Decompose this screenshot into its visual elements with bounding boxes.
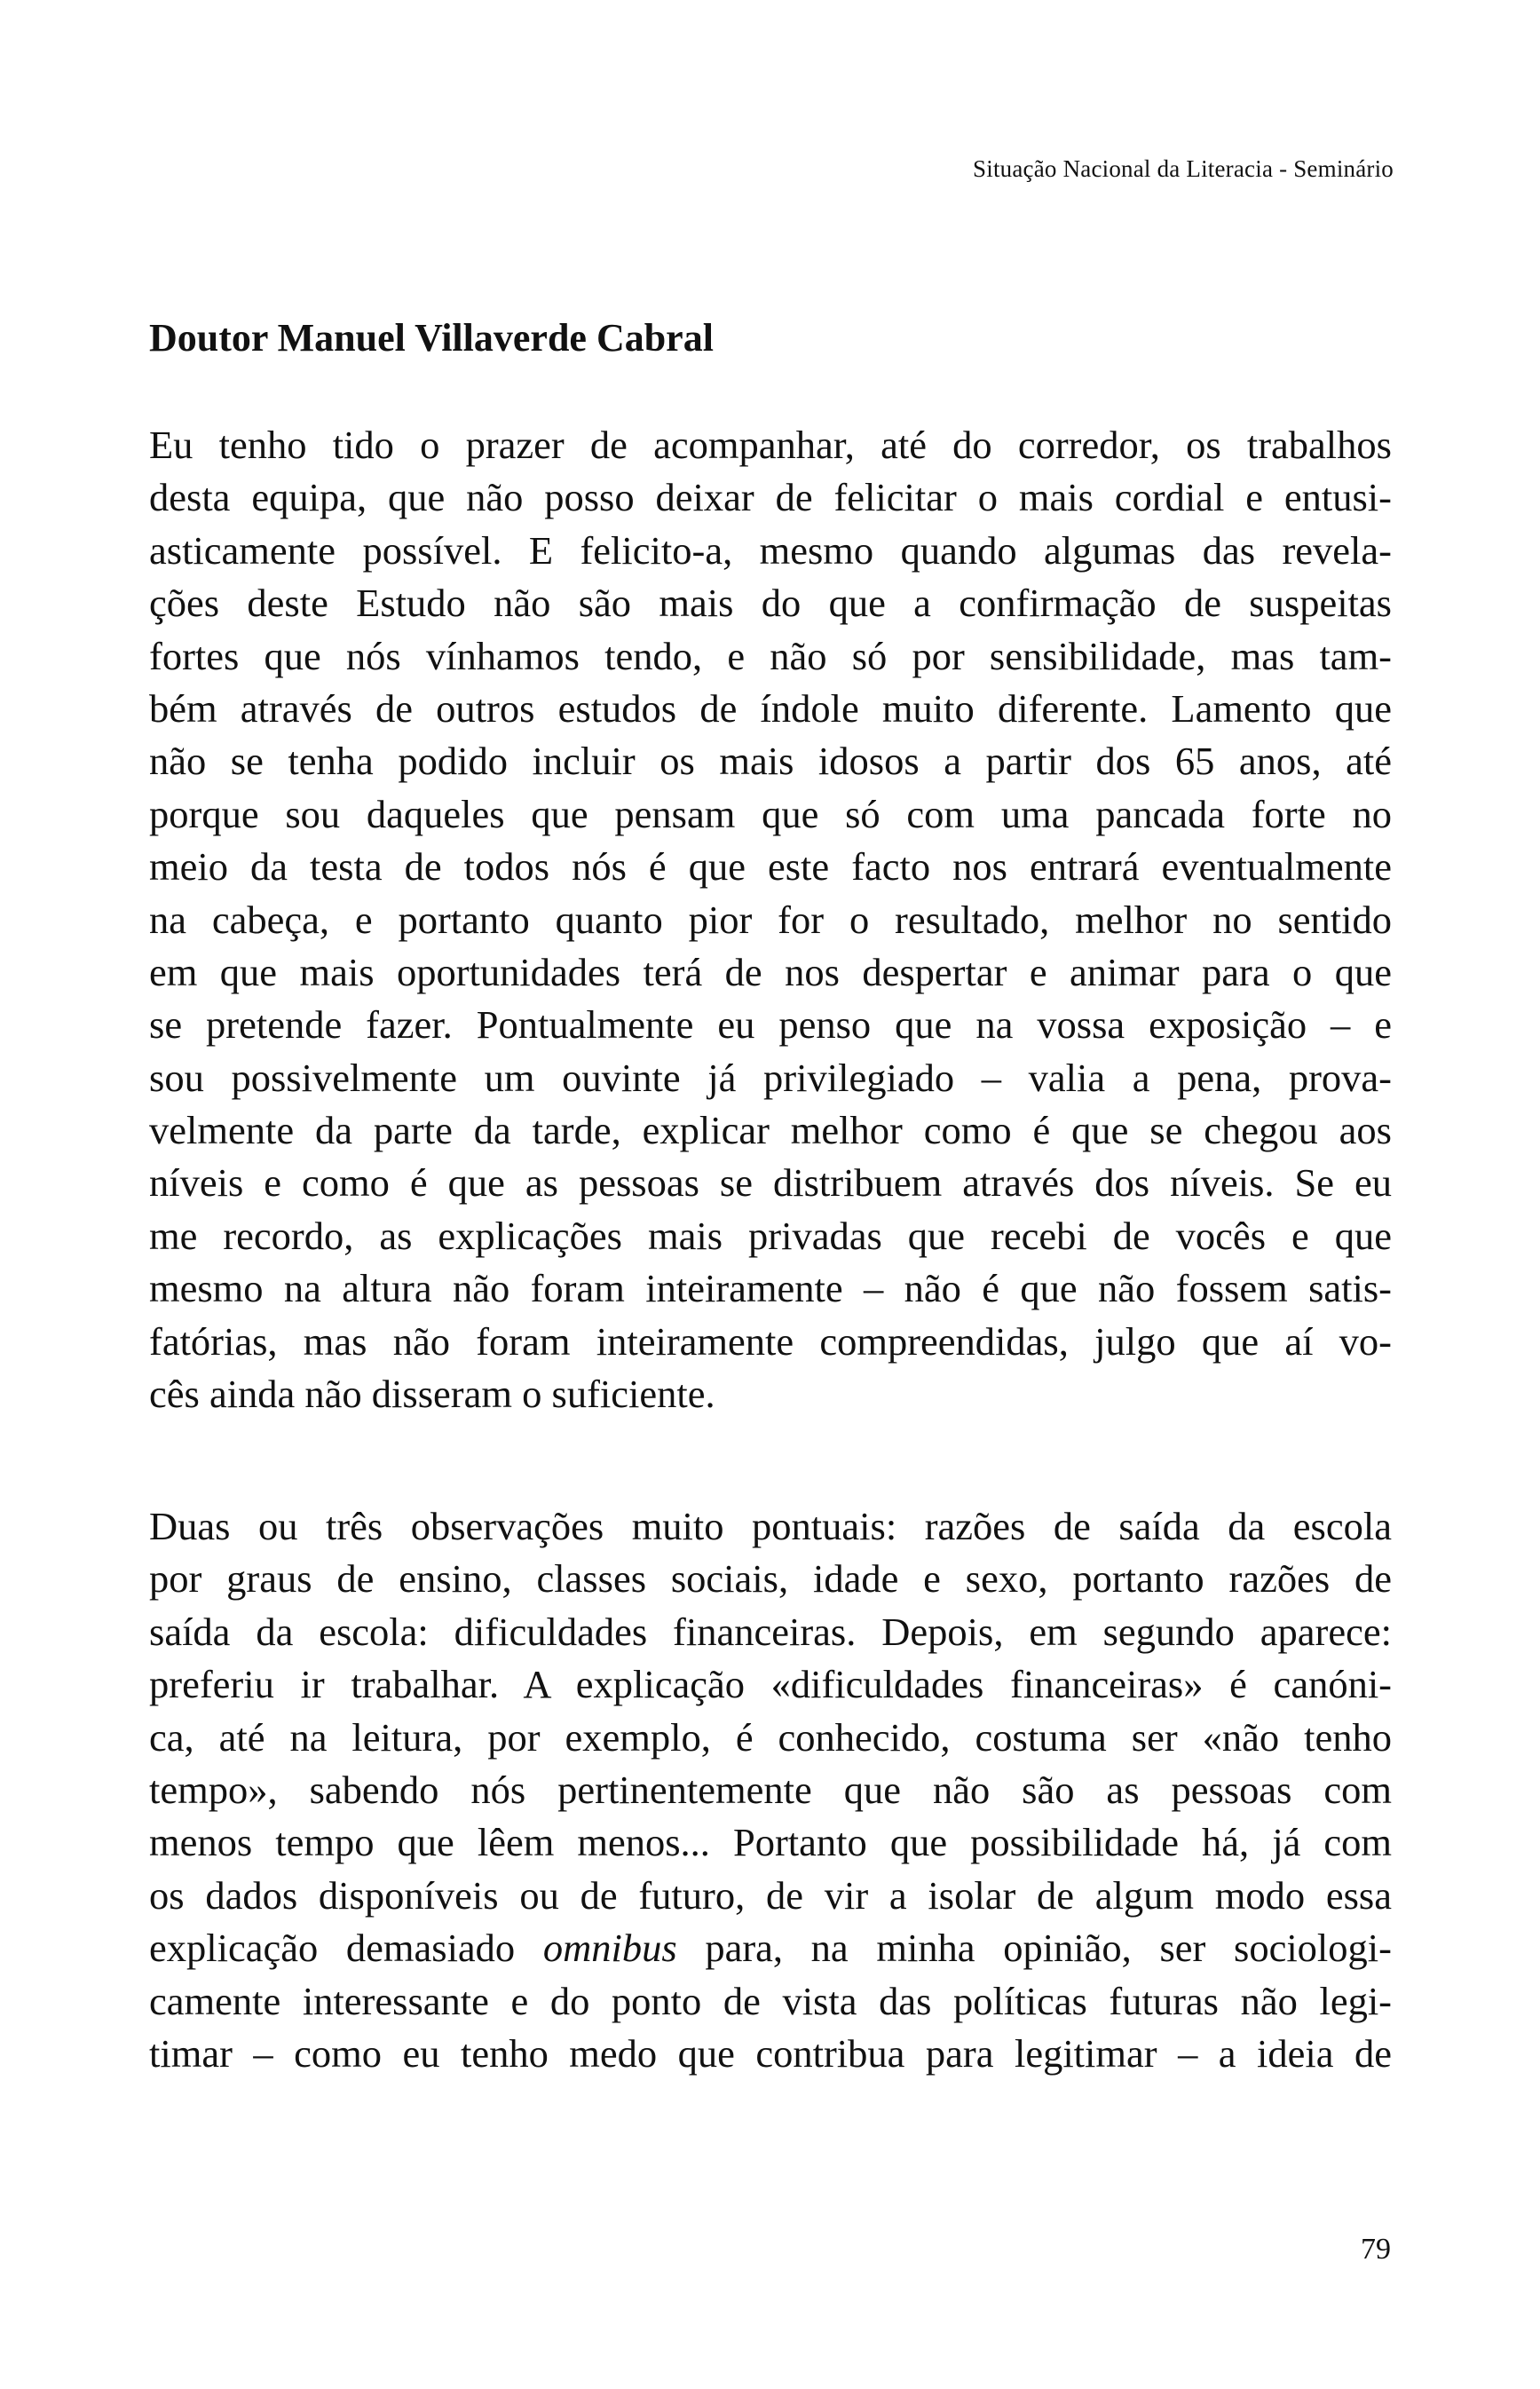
paragraph-line: por graus de ensino, classes sociais, idade e sexo, portanto razões de xyxy=(149,1556,1392,1602)
italic-term: omnibus xyxy=(542,1926,677,1971)
paragraph-line: asticamente possível. E felicito-a, mesmo quando algumas das revela- xyxy=(149,527,1392,573)
paragraph-line: ca, até na leitura, por exemplo, é conhecido, costuma ser «não tenho xyxy=(149,1714,1392,1760)
paragraph-line: Eu tenho tido o prazer de acompanhar, até do corredor, os trabalhos xyxy=(149,423,1392,467)
speaker-title: Doutor Manuel Villaverde Cabral xyxy=(149,316,714,360)
paragraph-line: fortes que nós vínhamos tendo, e não só por sensibilidade, mas tam- xyxy=(149,633,1392,678)
paragraph-line: meio da testa de todos nós é que este facto nos entrará eventualmente xyxy=(149,844,1392,890)
paragraph-line: não se tenha podido incluir os mais idosos a partir dos 65 anos, até xyxy=(149,739,1392,784)
paragraph-line: na cabeça, e portanto quanto pior for o resultado, melhor no sentido xyxy=(149,897,1392,942)
paragraph-line: velmente da parte da tarde, explicar melhor como é que se chegou aos xyxy=(149,1108,1392,1153)
paragraph-2 xyxy=(149,1500,1392,2080)
line-segment: para, na minha opinião, ser sociologi- xyxy=(676,1926,1392,1971)
paragraph-line: em que mais oportunidades terá de nos despertar e animar para o que xyxy=(149,949,1392,994)
paragraph-1 xyxy=(149,419,1392,1420)
page-number: 79 xyxy=(1361,2233,1391,2266)
paragraph-line: tempo», sabendo nós pertinentemente que não são as pessoas com xyxy=(149,1767,1392,1812)
paragraph-line-with-italic xyxy=(149,1922,1392,1974)
paragraph-line: camente interessante e do ponto de vista das políticas futuras não legi- xyxy=(149,1978,1392,2023)
paragraph-line: porque sou daqueles que pensam que só com uma pancada forte no xyxy=(149,791,1392,836)
paragraph-line: timar – como eu tenho medo que contribua para legitimar – a ideia de xyxy=(149,2030,1392,2076)
running-header: Situação Nacional da Literacia - Seminário xyxy=(973,155,1394,182)
line-segment: explicação demasiado xyxy=(149,1926,543,1971)
paragraph-line: cês ainda não disseram o suficiente. xyxy=(149,1372,715,1417)
paragraph-line: os dados disponíveis ou de futuro, de vir a isolar de algum modo essa xyxy=(149,1872,1392,1918)
paragraph-line: se pretende fazer. Pontualmente eu penso que na vossa exposição – e xyxy=(149,1002,1392,1048)
paragraph-line: saída da escola: dificuldades financeiras. Depois, em segundo aparece: xyxy=(149,1609,1392,1654)
paragraph-line: bém através de outros estudos de índole muito diferente. Lamento que xyxy=(149,685,1392,731)
paragraph-line: níveis e como é que as pessoas se distribuem através dos níveis. Se eu xyxy=(149,1160,1392,1206)
paragraph-line: me recordo, as explicações mais privadas que recebi de vocês e que xyxy=(149,1213,1392,1258)
paragraph-line: menos tempo que lêem menos... Portanto que possibilidade há, já com xyxy=(149,1820,1392,1865)
paragraph-line: fatórias, mas não foram inteiramente compreendidas, julgo que aí vo- xyxy=(149,1318,1392,1364)
paragraph-line: preferiu ir trabalhar. A explicação «dificuldades financeiras» é canóni- xyxy=(149,1662,1392,1707)
paragraph-line: mesmo na altura não foram inteiramente – não é que não fossem satis- xyxy=(149,1266,1392,1311)
paragraph-line: Duas ou três observações muito pontuais: razões de saída da escola xyxy=(149,1504,1392,1548)
paragraph-line: sou possivelmente um ouvinte já privilegiado – valia a pena, prova- xyxy=(149,1055,1392,1100)
paragraph-line: ções deste Estudo não são mais do que a confirmação de suspeitas xyxy=(149,581,1392,626)
paragraph-line: desta equipa, que não posso deixar de felicitar o mais cordial e entusi- xyxy=(149,475,1392,520)
